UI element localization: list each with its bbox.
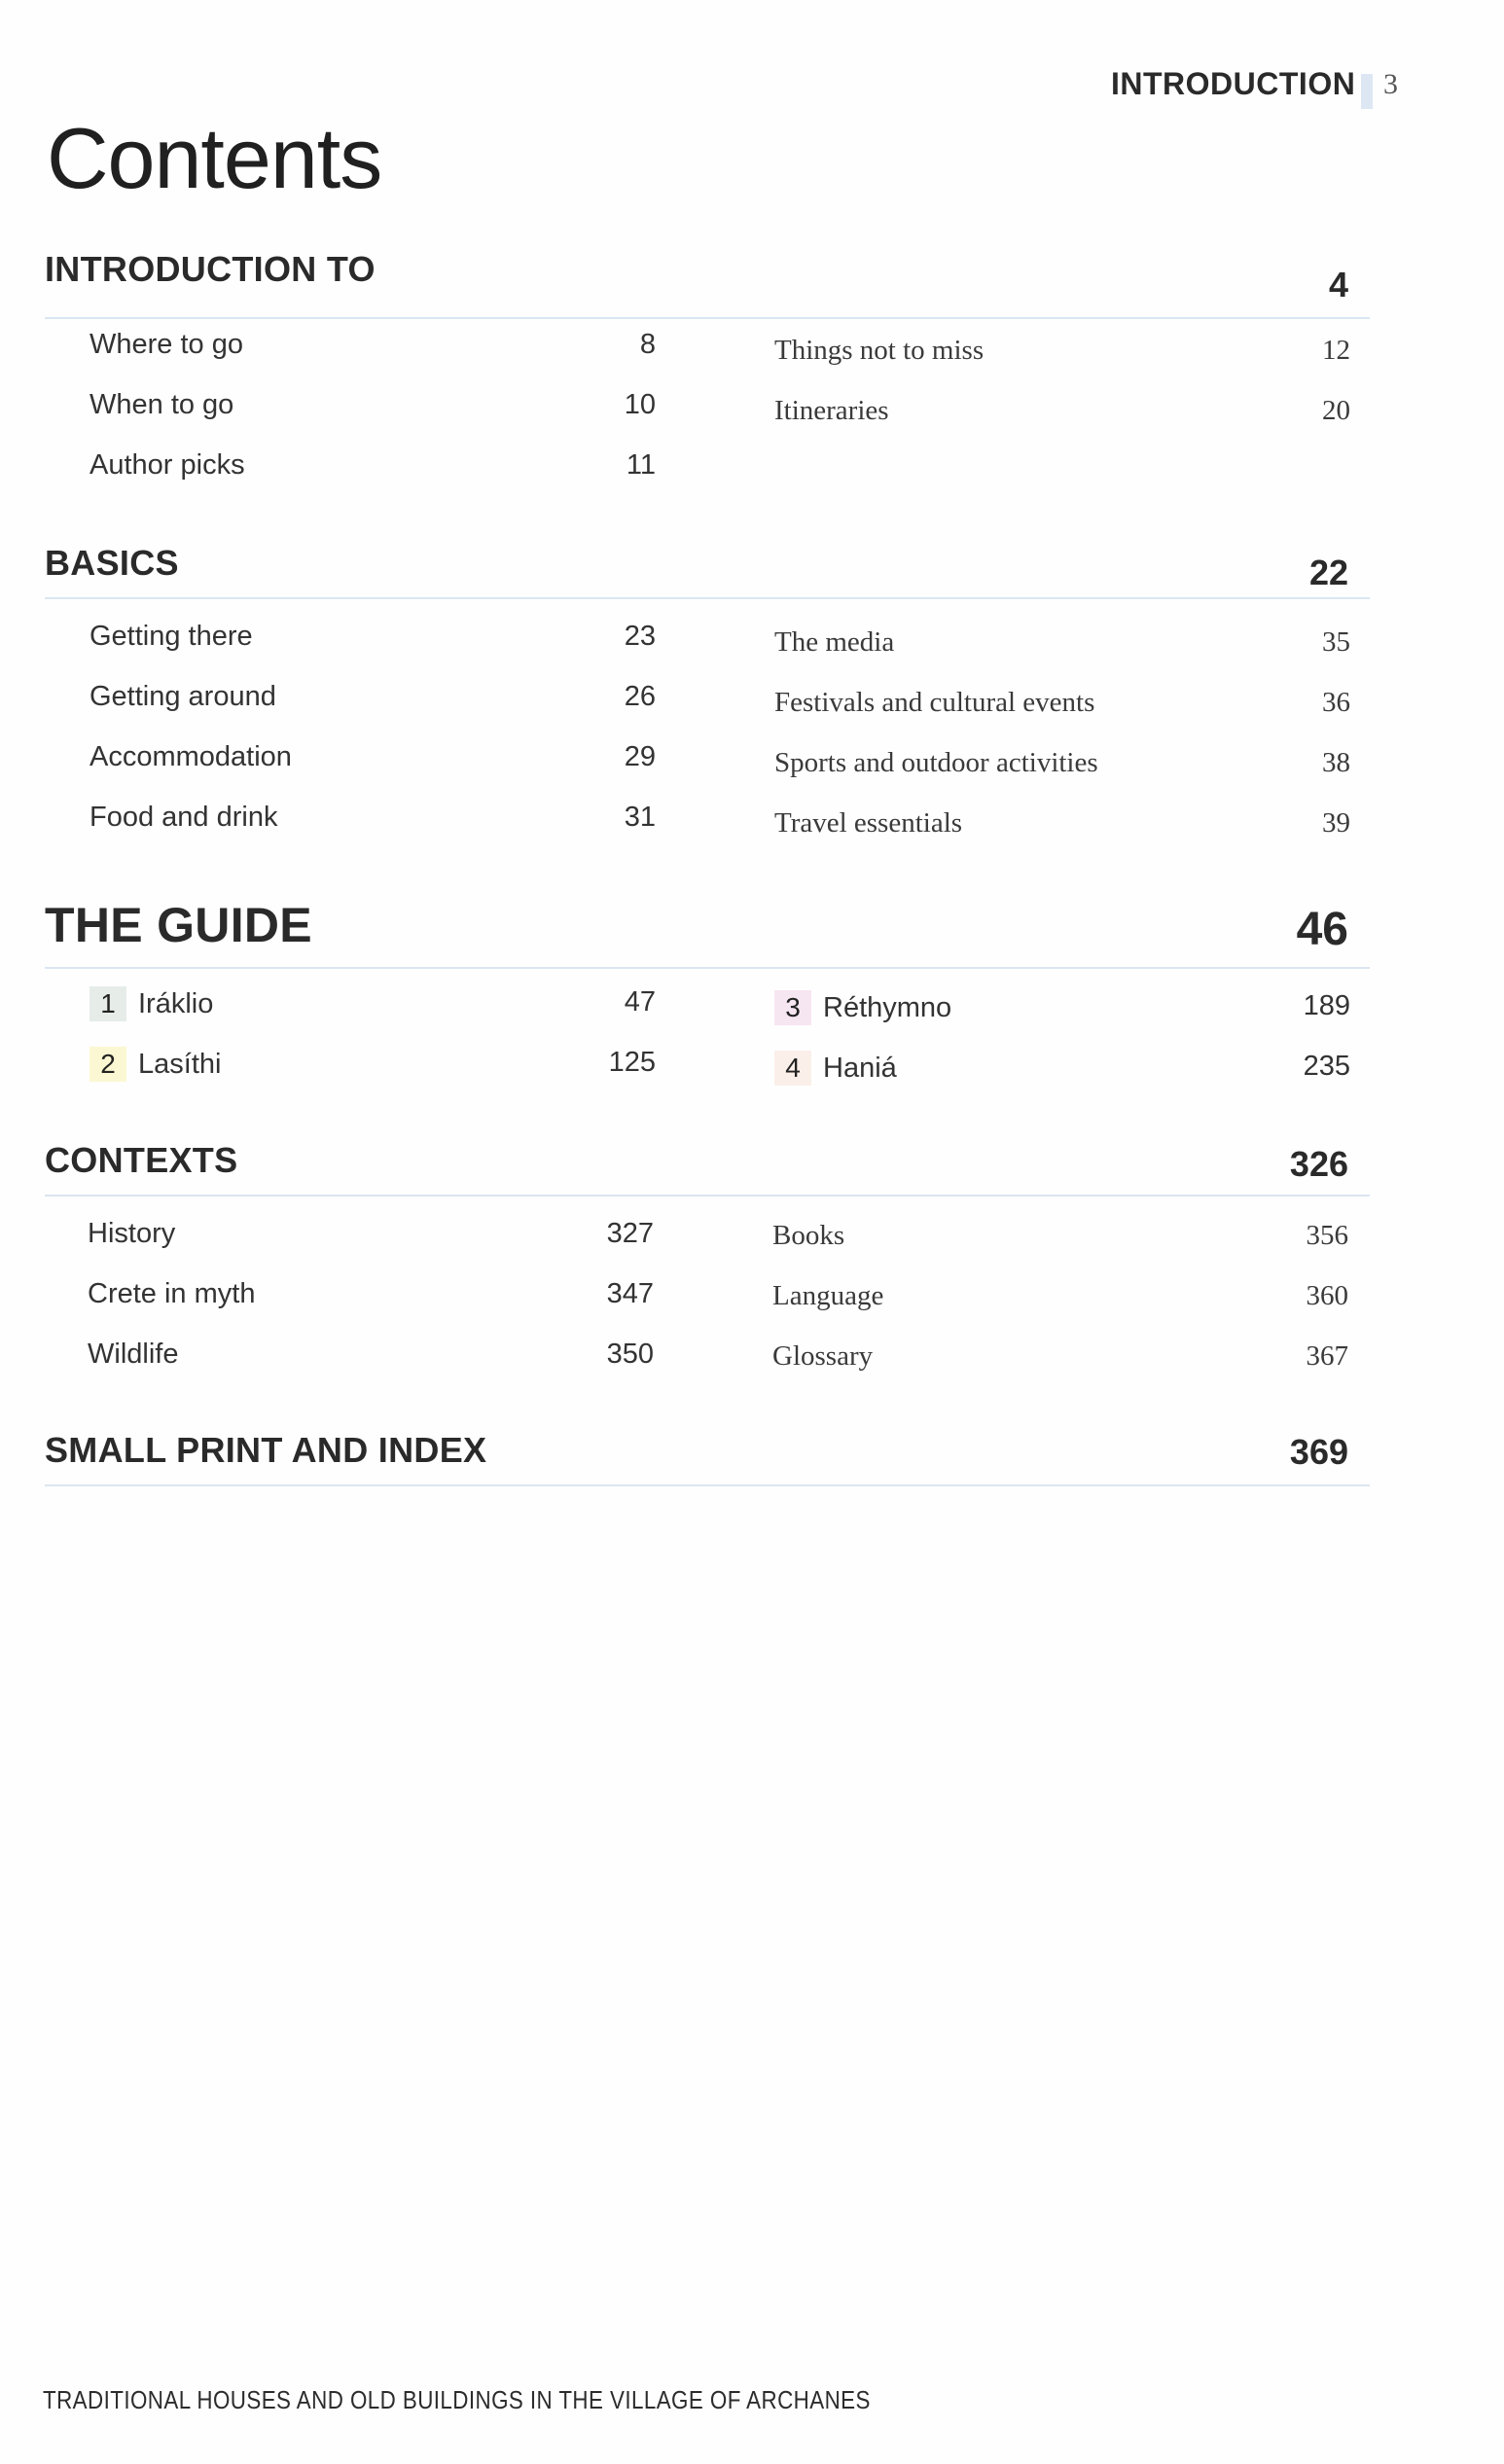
entry-page: 125 — [608, 1047, 656, 1078]
entry-page: 36 — [1322, 687, 1350, 718]
entry-label: Itineraries — [774, 395, 889, 426]
entry-label: Books — [772, 1220, 845, 1251]
section-heading[interactable]: CONTEXTS — [45, 1140, 238, 1180]
entry-label: Language — [772, 1280, 884, 1311]
entry-page: 23 — [624, 621, 656, 652]
chapter-label-wrap — [774, 1051, 897, 1086]
entry-label: Travel essentials — [774, 807, 963, 839]
section-rule — [45, 1484, 1370, 1486]
section-heading[interactable]: THE GUIDE — [45, 898, 312, 952]
page-number: 3 — [1383, 68, 1398, 100]
entry-page: 189 — [1303, 990, 1350, 1021]
chapter-number-badge: 2 — [90, 1047, 126, 1082]
header-accent-bar — [1361, 74, 1373, 109]
entry-page: 26 — [624, 681, 656, 712]
section-rule — [45, 967, 1370, 969]
entry-label: The media — [774, 626, 895, 658]
entry-page: 11 — [626, 449, 656, 481]
entry-label: Getting there — [90, 621, 253, 652]
entry-page: 8 — [639, 329, 656, 360]
entry-page: 29 — [624, 741, 656, 772]
chapter-label-wrap — [774, 990, 951, 1025]
entry-page: 235 — [1303, 1051, 1350, 1082]
entry-label: Accommodation — [90, 741, 292, 772]
chapter-title: Haniá — [823, 1053, 897, 1084]
entry-label: Where to go — [90, 329, 243, 360]
entry-page: 35 — [1322, 626, 1350, 658]
entry-label: Glossary — [772, 1340, 874, 1372]
entry-label: Sports and outdoor activities — [774, 747, 1098, 778]
entry-label: Food and drink — [90, 802, 278, 833]
entry-label: Crete in myth — [88, 1278, 256, 1309]
chapter-title: Réthymno — [823, 992, 952, 1023]
section-page[interactable]: 46 — [1296, 904, 1348, 955]
section-page[interactable]: 326 — [1289, 1144, 1348, 1184]
entry-page: 327 — [606, 1218, 654, 1249]
chapter-label-wrap — [90, 1047, 221, 1082]
section-heading[interactable]: BASICS — [45, 543, 179, 583]
section-page[interactable]: 22 — [1308, 553, 1348, 592]
section-page[interactable]: 369 — [1289, 1432, 1348, 1472]
section-rule — [45, 1195, 1370, 1196]
entry-page: 12 — [1322, 335, 1350, 366]
section-rule — [45, 597, 1370, 599]
section-heading[interactable]: SMALL PRINT AND INDEX — [45, 1430, 487, 1470]
entry-label: When to go — [90, 389, 234, 420]
entry-page: 20 — [1322, 395, 1350, 426]
entry-label: Wildlife — [88, 1339, 179, 1370]
entry-page: 39 — [1322, 807, 1350, 839]
chapter-number-badge: 3 — [774, 990, 811, 1025]
chapter-label-wrap — [90, 986, 213, 1021]
section-heading[interactable]: INTRODUCTION TO — [45, 249, 376, 289]
entry-page: 347 — [606, 1278, 654, 1309]
entry-label: Getting around — [90, 681, 276, 712]
entry-label: Things not to miss — [774, 335, 985, 366]
section-page[interactable]: 4 — [1328, 265, 1348, 304]
page-title: Contents — [47, 110, 382, 206]
entry-page: 367 — [1306, 1340, 1348, 1372]
chapter-title: Lasíthi — [138, 1049, 222, 1080]
entry-page: 10 — [624, 389, 656, 420]
running-header — [1111, 66, 1403, 113]
section-rule — [45, 317, 1370, 319]
entry-page: 350 — [606, 1339, 654, 1370]
entry-page: 47 — [624, 986, 656, 1018]
entry-label: Author picks — [90, 449, 245, 481]
running-header-section: INTRODUCTION — [1111, 66, 1356, 101]
entry-page: 38 — [1322, 747, 1350, 778]
entry-label: History — [88, 1218, 176, 1249]
entry-label: Festivals and cultural events — [774, 687, 1095, 718]
entry-page: 31 — [624, 802, 656, 833]
chapter-number-badge: 1 — [90, 986, 126, 1021]
chapter-title: Iráklio — [138, 988, 214, 1019]
photo-caption: TRADITIONAL HOUSES AND OLD BUILDINGS IN THE VILLAGE OF ARCHANES — [43, 2385, 871, 2414]
chapter-number-badge: 4 — [774, 1051, 811, 1086]
entry-page: 360 — [1306, 1280, 1348, 1311]
entry-page: 356 — [1306, 1220, 1348, 1251]
